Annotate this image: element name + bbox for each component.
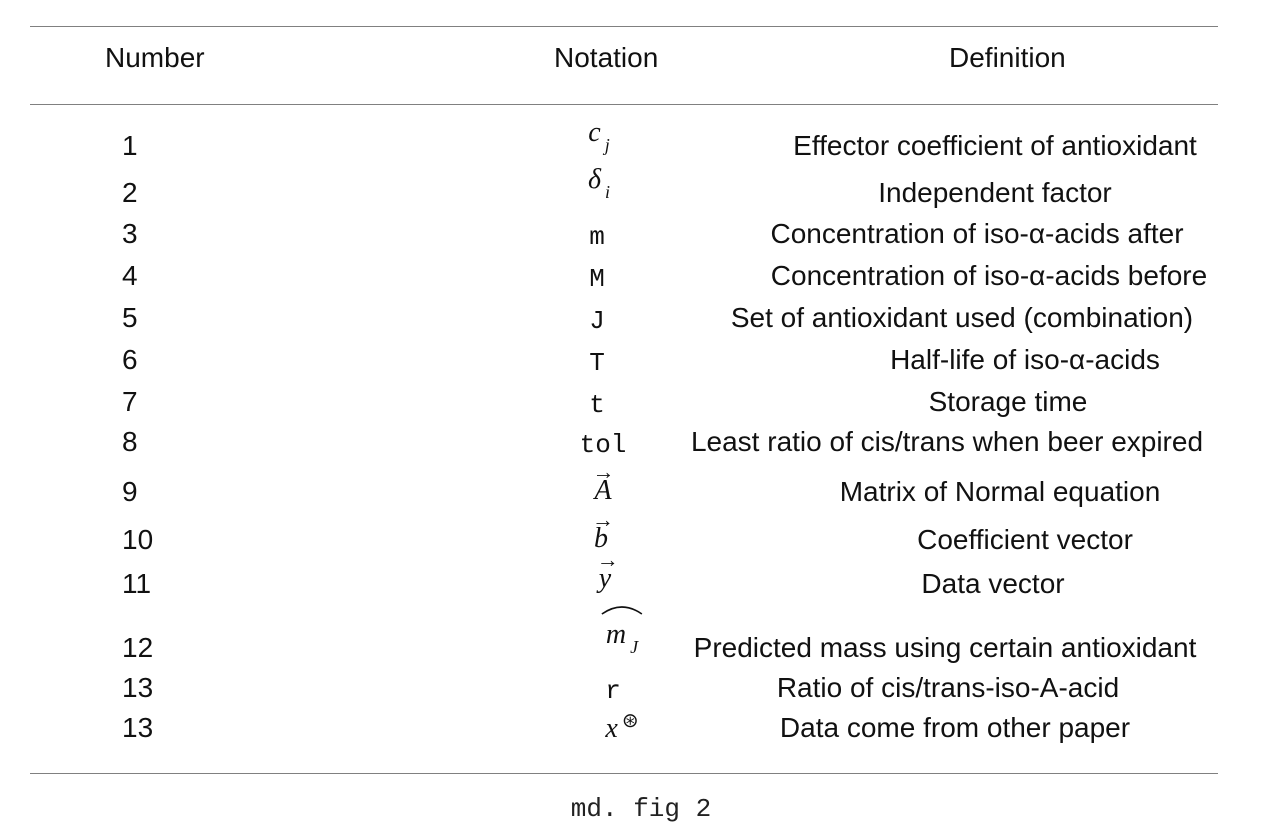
row-notation: m $_J$ — [606, 617, 634, 654]
row-notation: r — [605, 676, 621, 706]
row-notation: m — [589, 222, 605, 252]
table-row — [0, 507, 1282, 557]
row-number: 10 — [122, 524, 154, 555]
row-notation: J — [589, 306, 605, 336]
row-notation: → b — [592, 507, 614, 554]
table-header-rule — [30, 104, 1218, 105]
row-definition: Data come from other paper — [779, 712, 1131, 743]
row-number: 13 — [122, 672, 154, 703]
table-row — [0, 459, 1282, 509]
row-definition: Concentration of iso-α-acids after — [770, 218, 1184, 249]
header-definition: Definition — [949, 42, 1066, 73]
table-row — [0, 619, 1282, 665]
row-number: 7 — [122, 386, 138, 417]
table-row — [0, 164, 1282, 210]
row-definition: Concentration of iso-α-acids before — [770, 260, 1208, 291]
row-notation: tol — [579, 430, 627, 460]
row-definition: Data vector — [921, 568, 1065, 599]
vector-arrow-icon: → — [592, 459, 615, 484]
row-number: 1 — [122, 130, 138, 161]
row-number: 6 — [122, 344, 138, 375]
row-definition: Predicted mass using certain antioxidant — [693, 632, 1197, 663]
row-notation: x ⊛ — [605, 710, 639, 744]
hat-accent-icon — [600, 602, 644, 616]
row-notation: c $_j$ — [588, 117, 610, 155]
table-row — [0, 711, 1282, 745]
table-row — [0, 671, 1282, 705]
table-row — [0, 343, 1282, 377]
row-number: 9 — [122, 476, 138, 507]
row-definition: Matrix of Normal equation — [839, 476, 1161, 507]
table-row — [0, 117, 1282, 163]
row-definition: Half-life of iso-α-acids — [890, 344, 1160, 375]
row-definition: Set of antioxidant used (combination) — [730, 302, 1194, 333]
figure-caption: md. fig 2 — [570, 794, 712, 824]
header-notation: Notation — [554, 42, 659, 73]
row-notation: T — [589, 348, 605, 378]
row-definition: Least ratio of cis/trans when beer expired — [690, 426, 1204, 457]
header-number: Number — [105, 42, 205, 73]
vector-arrow-icon: → — [596, 547, 619, 572]
row-definition: Independent factor — [878, 177, 1112, 208]
row-number: 4 — [122, 260, 138, 291]
row-notation: → y — [596, 547, 619, 594]
row-number: 13 — [122, 712, 154, 743]
row-notation: M — [589, 264, 605, 294]
row-number: 2 — [122, 177, 138, 208]
table-bottom-rule — [30, 773, 1218, 774]
row-definition: Effector coefficient of antioxidant — [793, 130, 1197, 161]
table-row — [0, 301, 1282, 335]
row-number: 3 — [122, 218, 138, 249]
row-definition: Ratio of cis/trans-iso-A-acid — [776, 672, 1120, 703]
row-number: 12 — [122, 632, 154, 663]
row-definition: Storage time — [928, 386, 1088, 417]
row-number: 5 — [122, 302, 138, 333]
table-row — [0, 217, 1282, 251]
row-notation: t — [589, 390, 605, 420]
table-row — [0, 259, 1282, 293]
row-definition: Coefficient vector — [917, 524, 1133, 555]
table-row — [0, 425, 1282, 459]
table-top-rule — [30, 26, 1218, 27]
table-row — [0, 385, 1282, 419]
row-notation: δ $_i$ — [587, 164, 611, 202]
row-notation: → A — [592, 459, 615, 506]
table-row — [0, 547, 1282, 601]
row-number: 11 — [122, 568, 152, 599]
vector-arrow-icon: → — [592, 507, 614, 532]
row-number: 8 — [122, 426, 138, 457]
